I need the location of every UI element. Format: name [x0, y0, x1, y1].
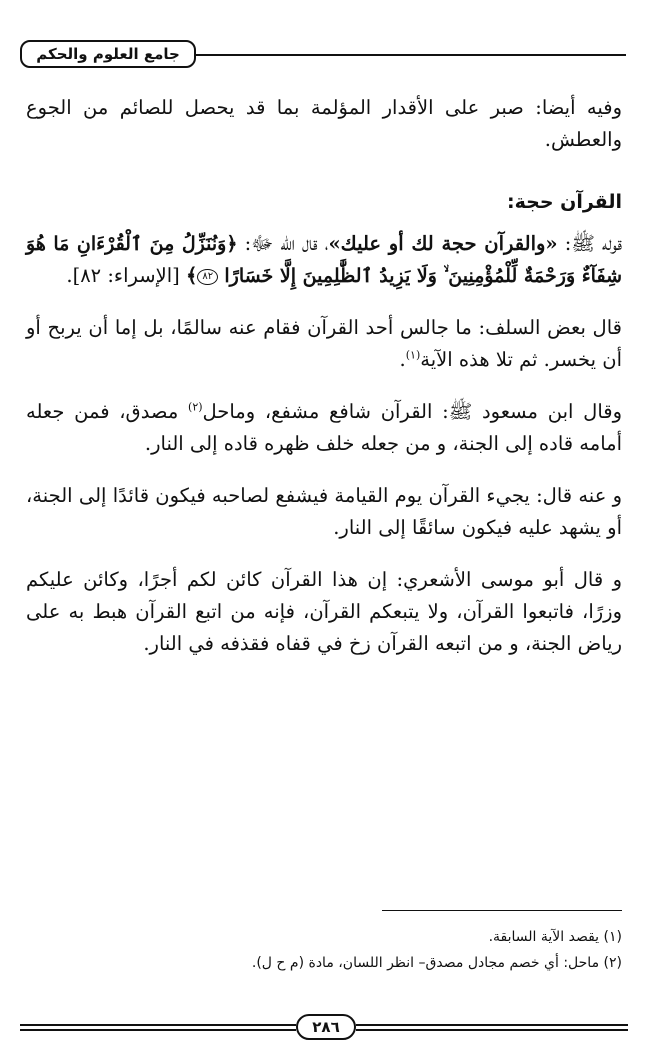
footer-rule-right — [356, 1024, 628, 1031]
footnote-text: يقصد الآية السابقة. — [488, 929, 600, 945]
verse-close: ﴾ — [185, 264, 198, 287]
paragraph-fasting: وفيه أيضا: صبر على الأقدار المؤلمة بما قد يحصل للصائم من الجوع والعطش. — [26, 96, 622, 151]
hadith-after: ، قال الله ﷻ: — [237, 232, 329, 255]
footer-rule-left — [20, 1024, 296, 1031]
page-number-text: ٢٨٦ — [312, 1018, 340, 1036]
header-rule — [196, 54, 626, 56]
footnote-2 — [26, 950, 622, 976]
running-title — [20, 40, 196, 68]
page-number — [296, 1014, 356, 1040]
hadith-intro: قوله ﷺ: — [557, 232, 622, 255]
footnote-1 — [26, 924, 622, 950]
verse-reference: [الإسراء: ٨٢]. — [66, 264, 180, 287]
paragraph-salaf — [26, 312, 622, 376]
footnotes — [26, 924, 622, 976]
main-text — [26, 92, 622, 660]
paragraph-ibn-masud — [26, 396, 622, 460]
paragraph-quran-proof — [26, 228, 622, 292]
running-title-text: جامع العلوم والحكم — [36, 45, 180, 63]
verse-number-marker: ٨٢ — [197, 269, 218, 285]
ibn-masud-text-b: مصدق، فمن جعله أمامه قاده إلى الجنة، و من جعله خلف ظهره قاده إلى النار. — [26, 400, 622, 455]
footnote-marker: (٢) — [603, 955, 622, 971]
hadith-quote: «والقرآن حجة لك أو عليك» — [328, 232, 558, 255]
ibn-masud-text-a: وقال ابن مسعود ﷺ: القرآن شافع مشفع، وماحل — [202, 400, 622, 423]
quran-verse: ﴿وَنُنَزِّلُ مِنَ ٱلْقُرْءَانِ مَا هُوَ شِفَآءٌ وَرَحْمَةٌ لِّلْمُؤْمِنِينَ ۙ وَلَا يَزِيدُ ٱلظَّٰلِمِينَ إِلَّا خَسَارًا — [26, 233, 622, 287]
section-heading: القرآن حجة: — [507, 191, 622, 213]
footnote-ref-2[interactable]: (٢) — [188, 400, 203, 414]
paragraph-abu-musa: و قال أبو موسى الأشعري: إن هذا القرآن كائن لكم أجرًا، وكائن عليكم وزرًا، فاتبعوا القرآن، ولا يتبعكم القرآن، فإنه من اتبع القرآن هبط به على رياض الجنة، و من اتبعه القرآن زخ في قفاه فقذفه في النار. — [26, 568, 622, 655]
footnote-separator — [382, 910, 622, 911]
footnote-text: ماحل: أي خصم مجادل مصدق– انظر اللسان، مادة (م ح ل). — [251, 955, 600, 971]
paragraph-day-of-judgement: و عنه قال: يجيء القرآن يوم القيامة فيشفع لصاحبه فيكون قائدًا إلى الجنة، أو يشهد عليه فيكون سائقًا إلى النار. — [26, 484, 622, 539]
footnote-ref-1[interactable]: (١) — [405, 348, 421, 362]
salaf-end: . — [399, 348, 406, 371]
salaf-text: قال بعض السلف: ما جالس أحد القرآن فقام عنه سالمًا، بل إما أن يربح أو أن يخسر. ثم تلا هذه الآية — [26, 316, 622, 371]
footnote-marker: (١) — [603, 929, 622, 945]
